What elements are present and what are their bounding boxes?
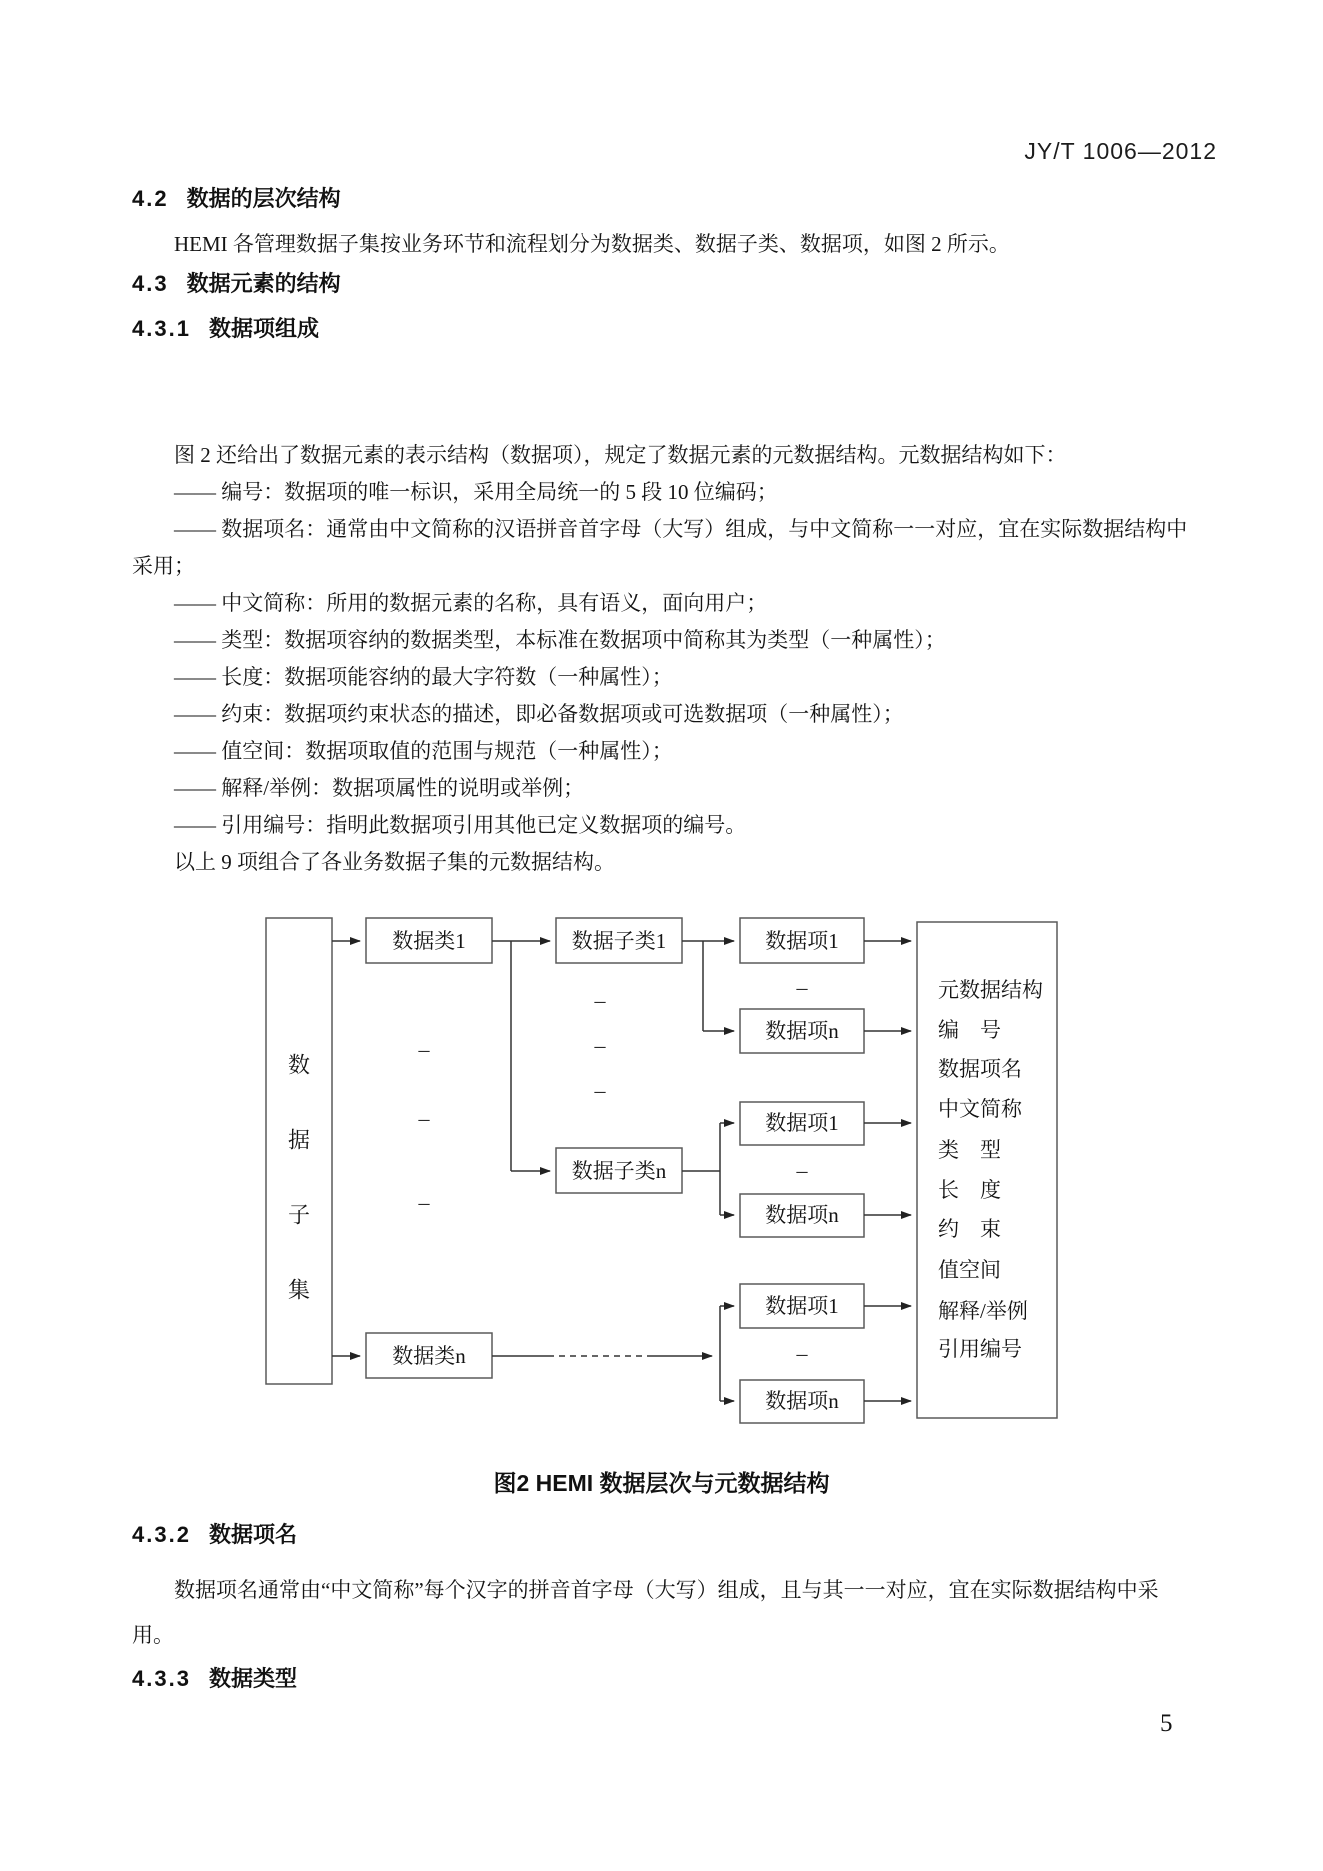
section-number: 4.3.2 bbox=[132, 1522, 191, 1547]
data-item-1-label: 数据项1 bbox=[765, 1111, 839, 1135]
bullet-item: —— 值空间：数据项取值的范围与规范（一种属性）； bbox=[174, 739, 673, 763]
data-subclass-1-label: 数据子类1 bbox=[571, 929, 667, 953]
section-4-3-2-heading bbox=[132, 1520, 297, 1550]
body-paragraph: 数据项名通常由“中文简称”每个汉字的拼音首字母（大写）组成，且与其一一对应，宜在实际数据结构中采用。 bbox=[132, 1578, 1159, 1647]
meta-line: 数据项名 bbox=[938, 1057, 1022, 1081]
data-item-1-label: 数据项1 bbox=[765, 929, 839, 953]
section-4-3-1-heading bbox=[132, 314, 319, 344]
section-number: 4.2 bbox=[132, 186, 169, 211]
ellipsis-dash: – bbox=[594, 1032, 606, 1058]
section-number: 4.3.3 bbox=[132, 1666, 191, 1691]
meta-line: 元数据结构 bbox=[938, 978, 1043, 1002]
data-item-n-label: 数据项n bbox=[765, 1019, 839, 1043]
figure-2-diagram bbox=[250, 905, 1072, 1445]
data-item-1-label: 数据项1 bbox=[765, 1294, 839, 1318]
data-subclass-n-label: 数据子类n bbox=[571, 1159, 667, 1183]
section-4-2-heading bbox=[132, 184, 341, 214]
ellipsis-dash: – bbox=[796, 974, 808, 1000]
metadata-structure-list bbox=[132, 437, 1194, 881]
bullet-item: —— 类型：数据项容纳的数据类型，本标准在数据项中简称其为类型（一种属性）； bbox=[174, 628, 946, 652]
bullet-item: —— 解释/举例：数据项属性的说明或举例； bbox=[174, 776, 585, 800]
data-class-n-label: 数据类n bbox=[392, 1344, 466, 1368]
ellipsis-dash: – bbox=[594, 987, 606, 1013]
data-item-n-label: 数据项n bbox=[765, 1389, 839, 1413]
bullet-item: —— 约束：数据项约束状态的描述，即必备数据项或可选数据项（一种属性）； bbox=[174, 702, 904, 726]
meta-line: 值空间 bbox=[938, 1258, 1001, 1282]
meta-line: 编 号 bbox=[938, 1018, 1001, 1042]
ellipsis-dash: – bbox=[594, 1077, 606, 1103]
paragraph-4-3-2 bbox=[132, 1568, 1194, 1658]
bullet-item: —— 数据项名：通常由中文简称的汉语拼音首字母（大写）组成，与中文简称一一对应，宜在实际数据结构中采用； bbox=[132, 517, 1188, 578]
section-number: 4.3.1 bbox=[132, 316, 191, 341]
ellipsis-dash: – bbox=[796, 1157, 808, 1183]
section-4-3-3-heading bbox=[132, 1664, 297, 1694]
meta-line: 中文简称 bbox=[938, 1097, 1022, 1121]
data-subset-label-char: 据 bbox=[287, 1127, 311, 1153]
body-paragraph: HEMI 各管理数据子集按业务环节和流程划分为数据类、数据子类、数据项，如图 2 所示。 bbox=[174, 232, 1010, 256]
ellipsis-dash: – bbox=[418, 1189, 430, 1215]
meta-line: 约 束 bbox=[938, 1217, 1001, 1241]
bullet-item: —— 引用编号：指明此数据项引用其他已定义数据项的编号。 bbox=[174, 813, 747, 837]
bullet-item: —— 长度：数据项能容纳的最大字符数（一种属性）； bbox=[174, 665, 673, 689]
data-subset-label-char: 集 bbox=[287, 1277, 311, 1303]
section-title: 数据类型 bbox=[208, 1666, 297, 1691]
section-4-3-heading bbox=[132, 269, 341, 299]
section-title: 数据项组成 bbox=[208, 316, 319, 341]
meta-line: 解释/举例 bbox=[938, 1299, 1028, 1323]
meta-line: 类 型 bbox=[938, 1138, 1001, 1162]
ellipsis-dash: – bbox=[418, 1036, 430, 1062]
section-title: 数据的层次结构 bbox=[186, 186, 341, 211]
section-title: 数据元素的结构 bbox=[186, 271, 341, 296]
meta-line: 长 度 bbox=[938, 1178, 1001, 1202]
ellipsis-dash: – bbox=[418, 1105, 430, 1131]
section-title: 数据项名 bbox=[208, 1522, 297, 1547]
meta-line: 引用编号 bbox=[938, 1337, 1022, 1361]
figure-2-caption: 图2 HEMI 数据层次与元数据结构 bbox=[493, 1470, 830, 1496]
data-item-n-label: 数据项n bbox=[765, 1203, 839, 1227]
ellipsis-dash: – bbox=[796, 1340, 808, 1366]
bullet-item: —— 编号：数据项的唯一标识，采用全局统一的 5 段 10 位编码； bbox=[174, 480, 778, 504]
list-closing: 以上 9 项组合了各业务数据子集的元数据结构。 bbox=[174, 850, 615, 874]
list-intro: 图 2 还给出了数据元素的表示结构（数据项），规定了数据元素的元数据结构。元数据结构如下： bbox=[174, 443, 1067, 467]
data-subset-label-char: 数 bbox=[287, 1052, 311, 1078]
bullet-item: —— 中文简称：所用的数据元素的名称，具有语义，面向用户； bbox=[174, 591, 768, 615]
paragraph-4-2 bbox=[132, 226, 1194, 263]
page-number: 5 bbox=[1160, 1710, 1173, 1737]
section-number: 4.3 bbox=[132, 271, 169, 296]
data-class-1-label: 数据类1 bbox=[392, 929, 466, 953]
standard-code-header: JY/T 1006—2012 bbox=[1024, 138, 1217, 164]
data-subset-label-char: 子 bbox=[287, 1202, 311, 1228]
